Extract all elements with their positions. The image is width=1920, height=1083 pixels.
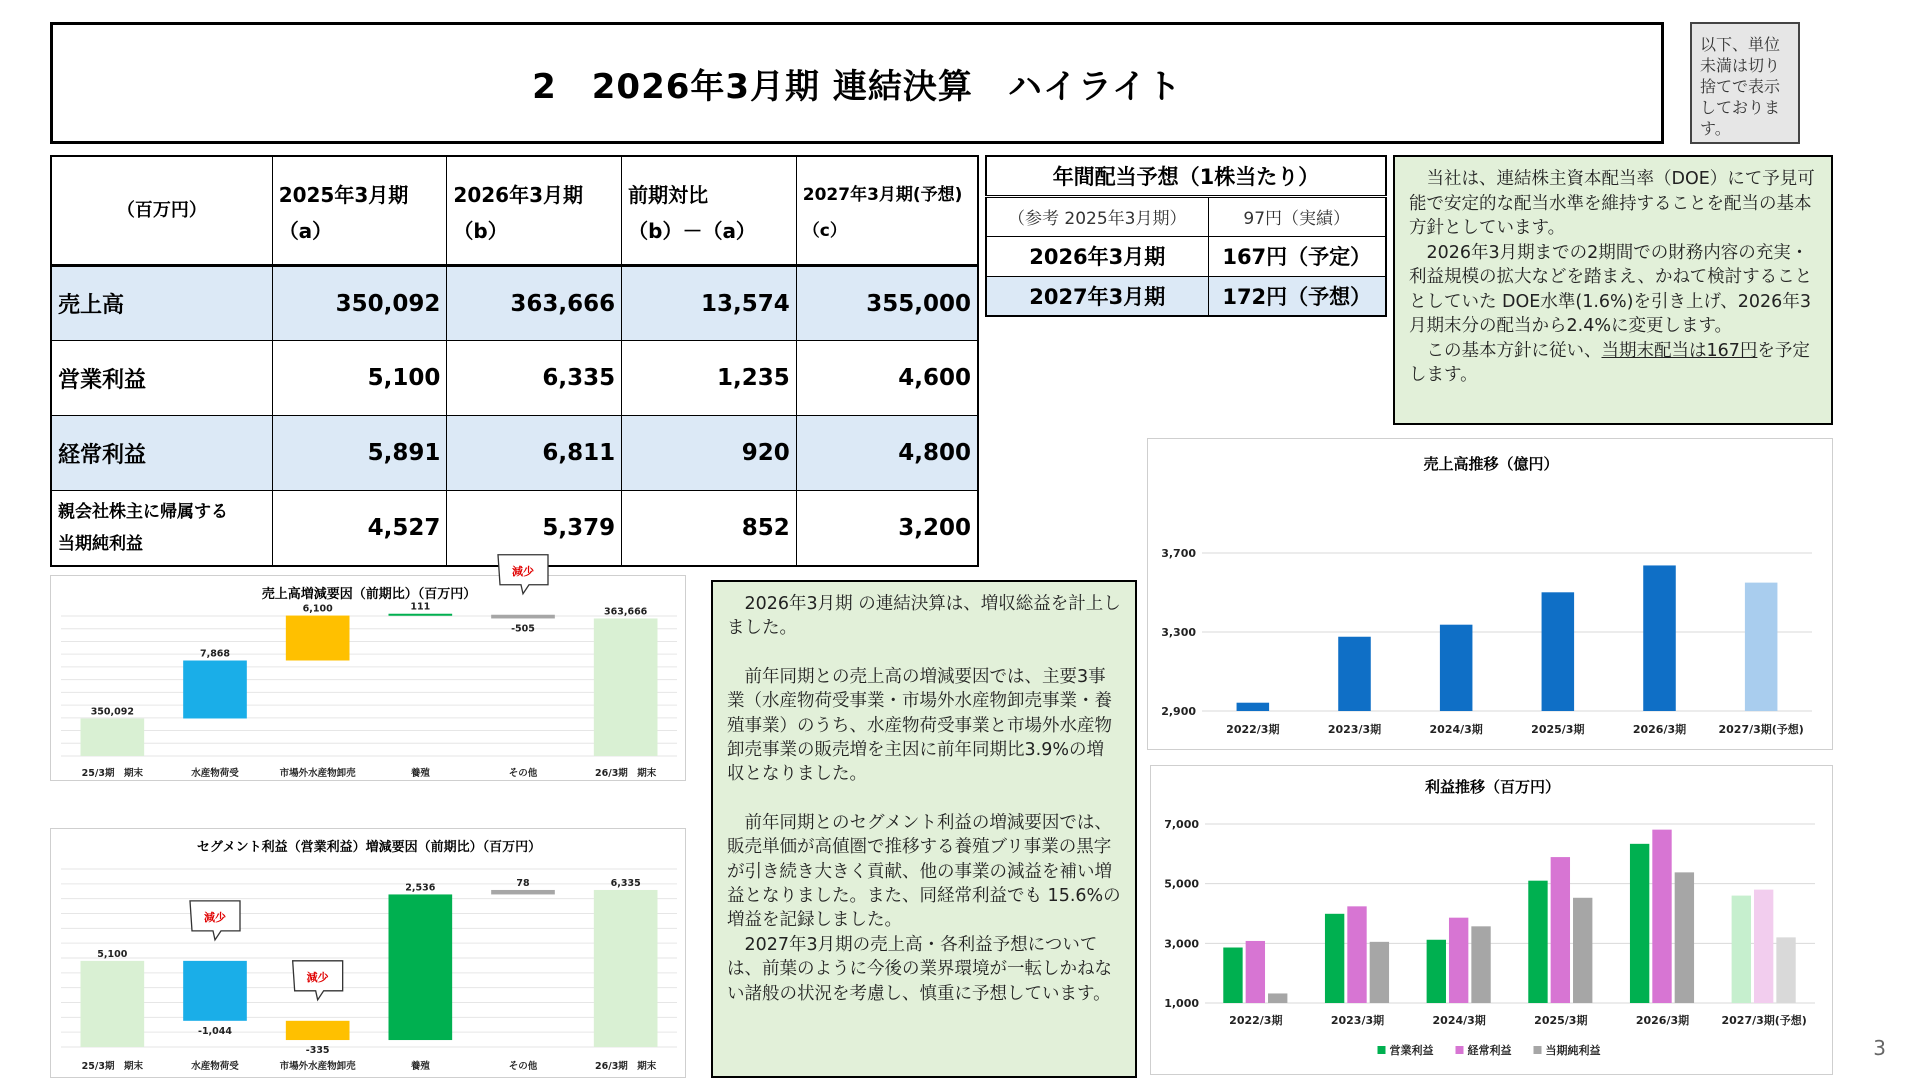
table-header-row [51, 156, 978, 266]
category-label: 2025/3期 [1531, 723, 1585, 736]
data-label: 363,666 [604, 606, 648, 618]
segment-profit-bridge-svg [51, 829, 687, 1079]
y-tick-label: 5,000 [1164, 877, 1199, 891]
category-label: 2025/3期 [1534, 1014, 1588, 1027]
row-label-operating-profit: 営業利益 [51, 341, 272, 416]
segment-profit-bridge-chart [50, 828, 686, 1078]
waterfall-bar [389, 894, 453, 1040]
data-label: 78 [516, 877, 530, 889]
dividend-ref-value: 97円（実績） [1208, 196, 1386, 236]
sales-trend-chart [1147, 438, 1833, 750]
waterfall-bar [491, 615, 555, 619]
dividend-value: 172円（予想） [1208, 276, 1386, 316]
dividend-forecast-table [985, 155, 1387, 317]
category-label: 市場外水産物卸売 [279, 768, 356, 779]
summary-paragraph: 2026年3月期 の連結決算は、増収総益を計上しました。 [727, 594, 1121, 639]
col-header-fy2027-forecast [796, 156, 978, 266]
category-label: 2023/3期 [1327, 723, 1382, 736]
data-label: 6,100 [302, 603, 333, 615]
table-cell: 355,000 [796, 266, 978, 341]
legend-swatch [1378, 1046, 1386, 1054]
category-label: 2023/3期 [1330, 1014, 1385, 1027]
col-header-line1: 2025年3月期 [278, 183, 409, 207]
col-header-fy2026 [447, 156, 622, 266]
table-cell: 1,235 [622, 341, 797, 416]
waterfall-bar [594, 890, 658, 1047]
dividend-header: 年間配当予想（1株当たり） [986, 156, 1386, 196]
col-header-line1: 2026年3月期 [453, 183, 583, 207]
col-header-yoy [622, 156, 797, 266]
category-label: 2026/3期 [1635, 1014, 1690, 1027]
bar [1542, 592, 1575, 711]
bar [1268, 993, 1287, 1003]
legend-swatch [1534, 1046, 1542, 1054]
data-label: -335 [305, 1045, 330, 1057]
table-row [51, 416, 978, 491]
bar [1754, 890, 1773, 1003]
data-label: -505 [511, 623, 535, 635]
bar [1246, 941, 1265, 1003]
bar [1776, 937, 1795, 1003]
y-tick-label: 3,000 [1164, 937, 1199, 951]
bar [1528, 881, 1547, 1003]
table-cell: 852 [622, 491, 797, 566]
waterfall-bar [286, 1021, 350, 1040]
data-label: 350,092 [90, 706, 134, 718]
waterfall-bar [491, 890, 555, 894]
data-label: 2,536 [405, 882, 436, 894]
bar [1237, 703, 1270, 711]
dividend-policy-box [1393, 155, 1833, 425]
table-cell: 5,100 [272, 341, 447, 416]
y-tick-label: 1,000 [1164, 997, 1199, 1010]
table-row [51, 266, 978, 341]
col-header-line1: 2027年3月期(予想) [802, 185, 963, 205]
category-label: 26/3期 期末 [595, 768, 657, 779]
chart-title: 利益推移（百万円） [1424, 778, 1561, 796]
table-cell: 350,092 [272, 266, 447, 341]
waterfall-bar [286, 616, 350, 661]
row-label-ordinary-profit: 経常利益 [51, 416, 272, 491]
table-cell: 3,200 [796, 491, 978, 566]
table-row [986, 276, 1386, 316]
category-label: 26/3期 期末 [595, 1061, 657, 1072]
dividend-ref-label: （参考 2025年3月期） [986, 196, 1208, 236]
dividend-value: 167円（予定） [1208, 236, 1386, 276]
waterfall-bar [594, 618, 658, 756]
col-header-line1: 前期対比 [628, 183, 709, 207]
category-label: 養殖 [410, 1061, 430, 1072]
policy-text: を予定します。 [1409, 340, 1810, 385]
policy-paragraph [1409, 339, 1817, 388]
bar [1471, 926, 1490, 1003]
chart-title: セグメント利益（営業利益）増減要因（前期比）（百万円） [196, 840, 542, 855]
page-title-text: 2 2026年3月期 連結決算 ハイライト [532, 66, 1182, 107]
data-label: 6,335 [610, 877, 641, 889]
data-label: 5,100 [97, 948, 128, 960]
dividend-year: 2027年3月期 [986, 276, 1208, 316]
waterfall-bar [389, 614, 453, 616]
table-cell: 4,527 [272, 491, 447, 566]
row-label-sales: 売上高 [51, 266, 272, 341]
sales-trend-svg [1148, 439, 1834, 751]
bar [1551, 857, 1570, 1003]
table-row [51, 341, 978, 416]
bar [1223, 948, 1242, 1003]
row-label-line2: 当期純利益 [58, 534, 143, 555]
legend-label: 経常利益 [1467, 1044, 1512, 1057]
col-header-line2: （b）－（a） [628, 219, 756, 243]
sales-bridge-svg [51, 564, 687, 782]
category-label: 2027/3期(予想) [1718, 723, 1804, 736]
table-row [986, 196, 1386, 236]
page-title [50, 22, 1664, 144]
y-tick-label: 7,000 [1164, 818, 1199, 831]
bar [1440, 625, 1473, 711]
legend-label: 当期純利益 [1545, 1044, 1601, 1057]
dividend-year: 2026年3月期 [986, 236, 1208, 276]
callout-label: 減少 [204, 910, 226, 924]
bar [1449, 918, 1468, 1003]
col-header-line2: （a） [278, 219, 333, 243]
y-tick-label: 3,700 [1161, 547, 1196, 560]
row-label-net-income [51, 491, 272, 566]
waterfall-bar [81, 961, 145, 1047]
bar [1427, 940, 1446, 1003]
category-label: 2026/3期 [1632, 723, 1687, 736]
unit-note: 以下、単位未満は切り捨てで表示しております。 [1690, 22, 1800, 144]
bar [1338, 637, 1371, 711]
callout-label: 減少 [306, 970, 329, 984]
bar [1732, 896, 1751, 1003]
data-label: 7,868 [199, 648, 231, 660]
table-cell: 5,891 [272, 416, 447, 491]
bar [1643, 565, 1676, 711]
category-label: その他 [508, 1061, 538, 1072]
table-cell: 6,335 [447, 341, 622, 416]
legend-label: 営業利益 [1389, 1044, 1434, 1057]
sales-bridge-chart [50, 564, 686, 781]
bar [1370, 942, 1389, 1003]
table-cell: 6,811 [447, 416, 622, 491]
unit-header: （百万円） [51, 156, 272, 266]
category-label: 市場外水産物卸売 [279, 1061, 356, 1072]
y-tick-label: 2,900 [1161, 705, 1196, 718]
bar [1745, 583, 1778, 711]
policy-text: この基本方針に従い、 [1409, 340, 1602, 361]
chart-title: 売上高増減要因（前期比）（百万円） [261, 587, 477, 602]
bar [1573, 898, 1592, 1003]
table-cell: 920 [622, 416, 797, 491]
waterfall-bar [183, 961, 247, 1021]
waterfall-bar [81, 718, 145, 756]
row-label-line1: 親会社株主に帰属する [58, 502, 228, 523]
callout-label: 減少 [512, 564, 534, 578]
category-label: その他 [508, 768, 538, 779]
table-row [986, 236, 1386, 276]
table-cell: 13,574 [622, 266, 797, 341]
bar [1325, 914, 1344, 1003]
waterfall-bar [183, 661, 247, 719]
profit-trend-chart [1150, 765, 1833, 1075]
financial-results-table [50, 155, 979, 567]
y-tick-label: 3,300 [1161, 626, 1196, 639]
category-label: 水産物荷受 [191, 1061, 239, 1072]
category-label: 25/3期 期末 [81, 768, 143, 779]
bar [1675, 872, 1694, 1003]
summary-paragraph: 前年同期との売上高の増減要因では、主要3事業（水産物荷受事業・市場外水産物卸売事業・養殖事業）のうち、水産物荷受事業と市場外水産物卸売事業の販売増を主因に前年同期比3.9%の増収となりました。 [727, 666, 1112, 785]
category-label: 2024/3期 [1429, 723, 1483, 736]
table-cell: 363,666 [447, 266, 622, 341]
col-header-line2: （b） [453, 219, 508, 243]
profit-trend-svg [1151, 766, 1834, 1076]
bar [1630, 844, 1649, 1003]
category-label: 2022/3期 [1229, 1014, 1283, 1027]
chart-title: 売上高推移（億円） [1423, 455, 1559, 473]
category-label: 2022/3期 [1226, 723, 1280, 736]
category-label: 水産物荷受 [191, 768, 239, 779]
col-header-fy2025 [272, 156, 447, 266]
policy-paragraph: 2026年3月期までの2期間での財務内容の充実・利益規模の拡大などを踏まえ、かねて検討することとしていた DOE水準(1.6%)を引き上げ、2026年3月期末分の配当から2.4%に変更します。 [1409, 242, 1813, 336]
policy-underlined-text: 当期末配当は167円 [1601, 340, 1758, 361]
policy-paragraph: 当社は、連結株主資本配当率（DOE）にて予見可能で安定的な配当水準を維持することを配当の基本方針としています。 [1409, 169, 1815, 238]
table-cell: 4,800 [796, 416, 978, 491]
table-row [986, 156, 1386, 196]
data-label: -1,044 [198, 1025, 232, 1037]
bar [1347, 906, 1366, 1003]
table-cell: 4,600 [796, 341, 978, 416]
col-header-line2: （c） [802, 221, 847, 241]
summary-paragraph: 前年同期とのセグメント利益の増減要因では、販売単価が高値圏で推移する養殖ブリ事業の黒字が引き続き大きく貢献、他の事業の減益を補い増益となりました。また、同経常利益でも 15.6%の増益を記録しました。 [727, 812, 1121, 931]
summary-box [711, 580, 1137, 1078]
data-label: 111 [410, 601, 431, 613]
table-cell: 5,379 [447, 491, 622, 566]
category-label: 2024/3期 [1432, 1014, 1486, 1027]
category-label: 2027/3期(予想) [1721, 1014, 1807, 1027]
category-label: 25/3期 期末 [81, 1061, 143, 1072]
category-label: 養殖 [410, 768, 430, 779]
legend-swatch [1456, 1046, 1464, 1054]
page-number: 3 [1873, 1036, 1886, 1060]
summary-paragraph: 2027年3月期の売上高・各利益予想については、前葉のように今後の業界環境が一転しかねない諸般の状況を考慮し、慎重に予想しています。 [727, 934, 1112, 1004]
bar [1652, 830, 1671, 1003]
